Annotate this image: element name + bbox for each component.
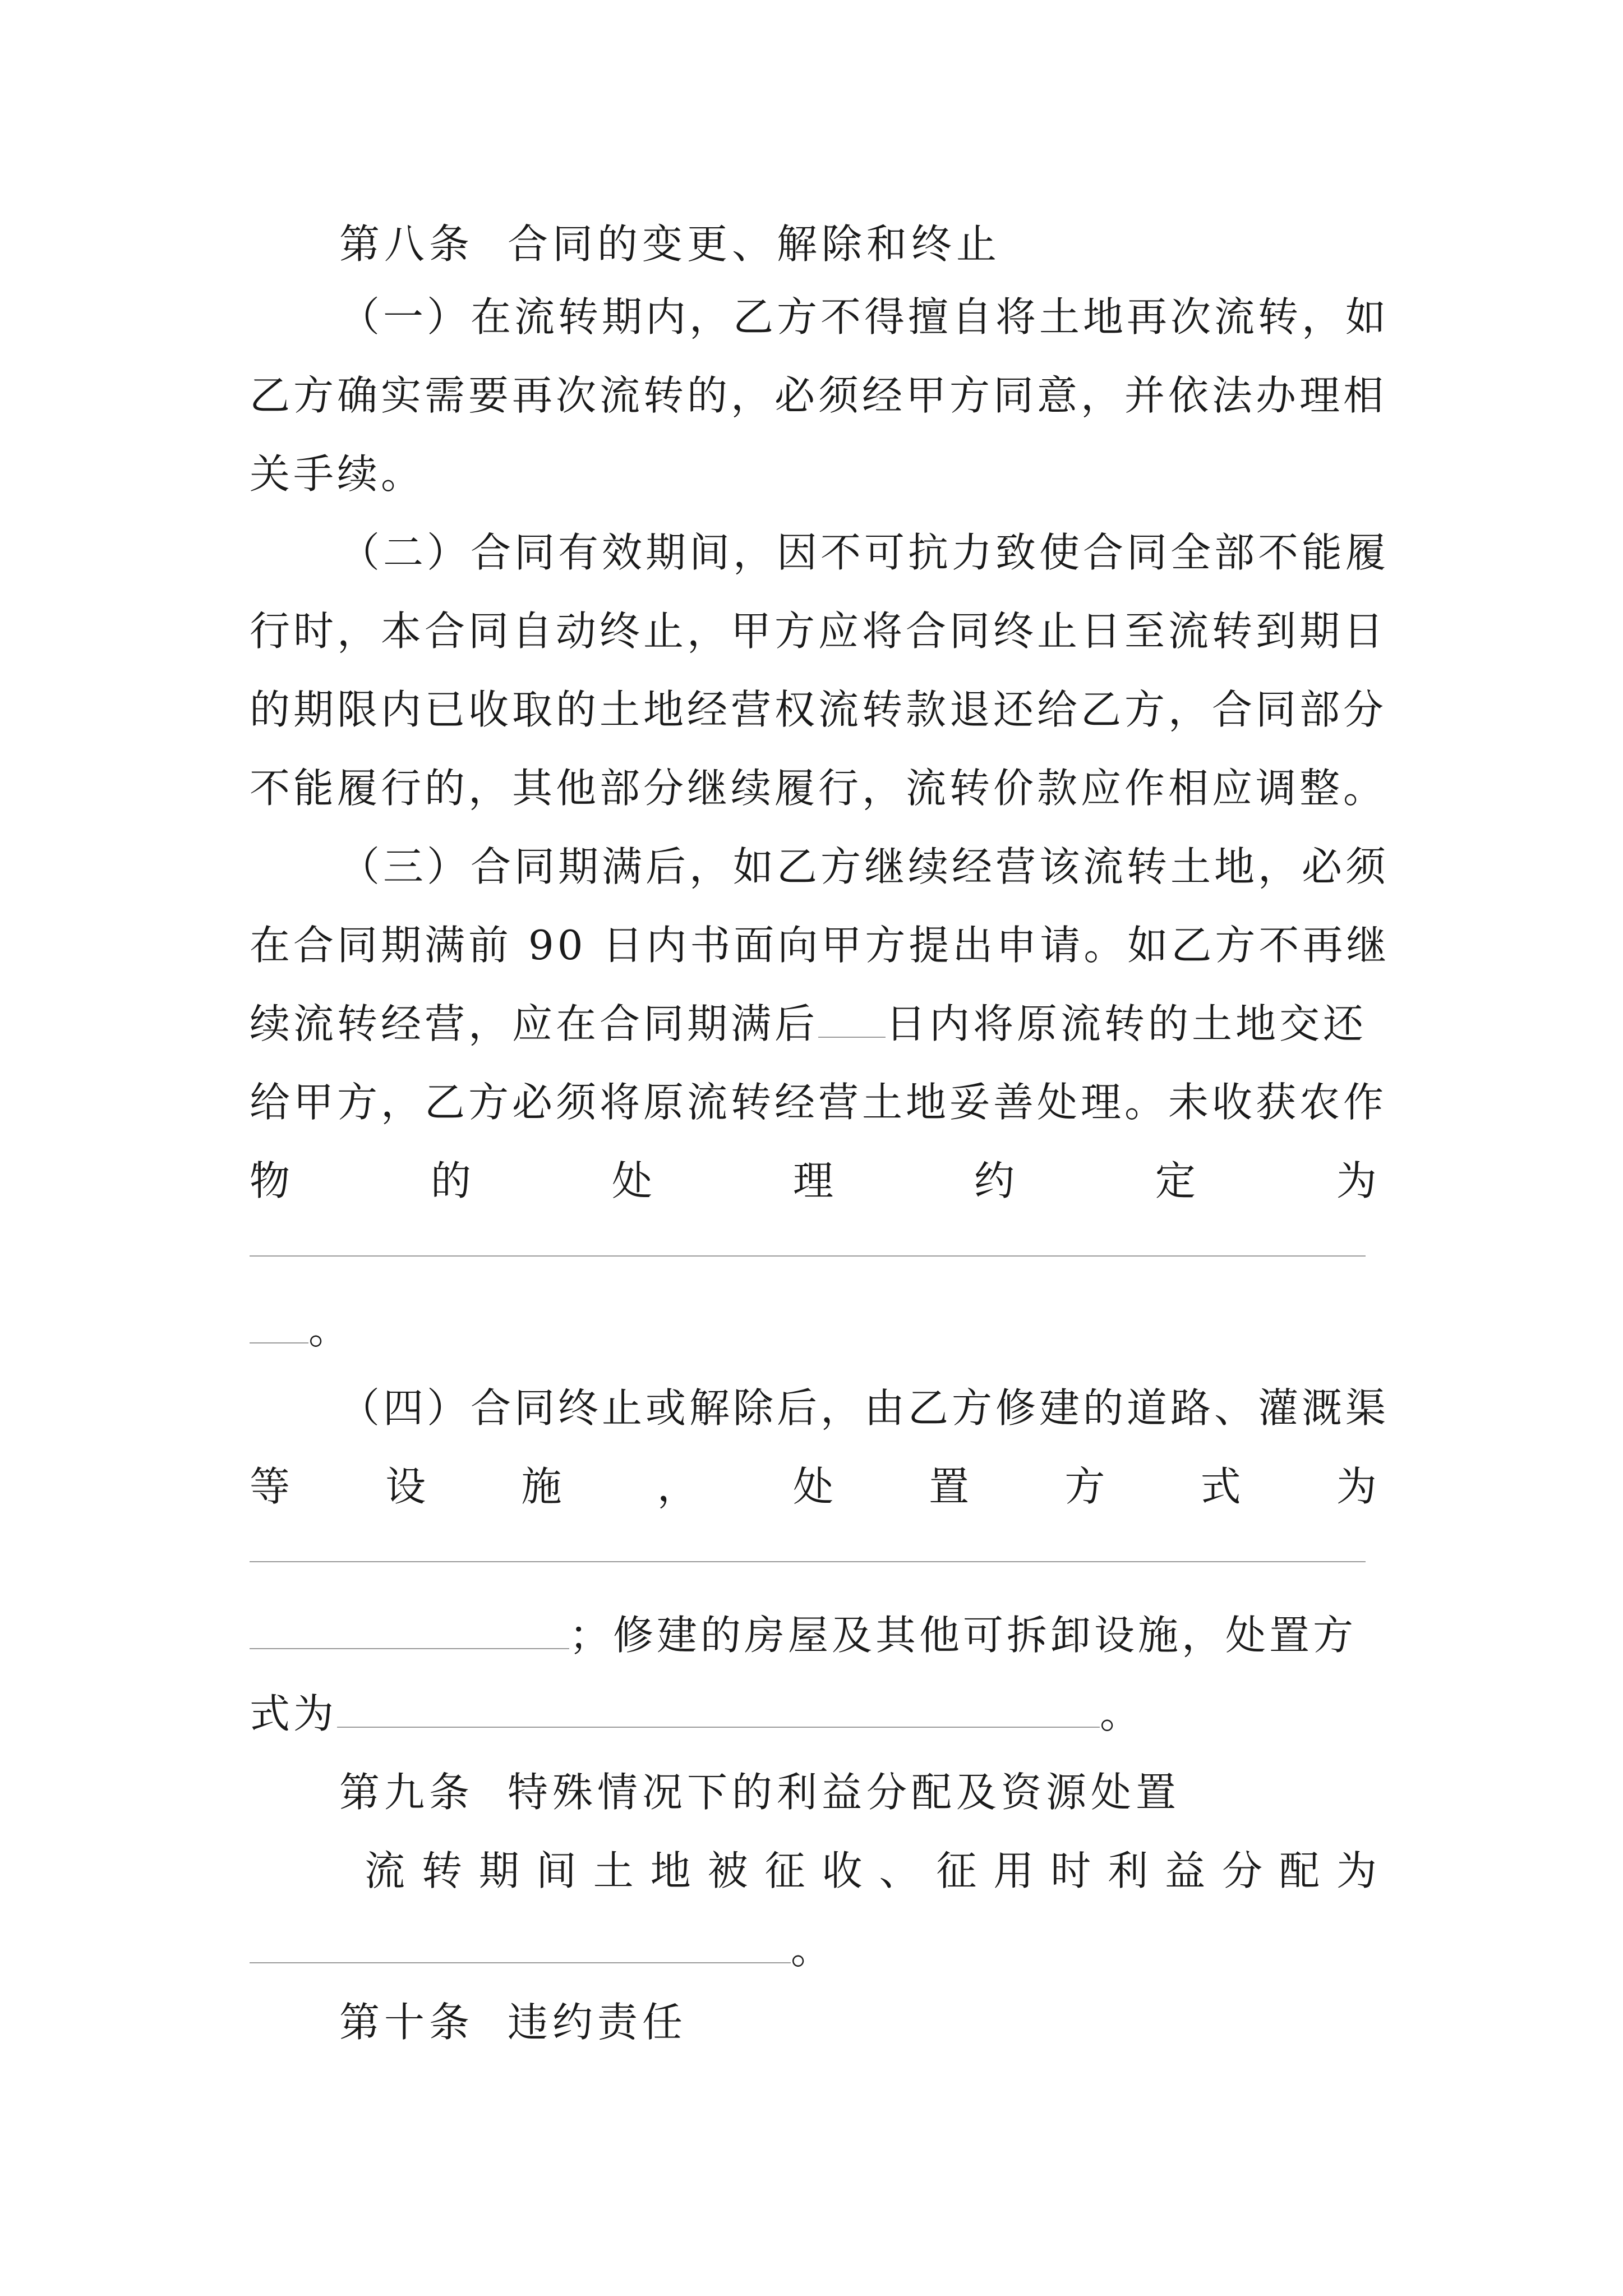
- justified-char: 时: [1050, 1847, 1091, 1894]
- justified-char: ，: [657, 1463, 698, 1510]
- justified-char: 置: [929, 1463, 970, 1510]
- paragraph-4-line-4-start: 式为: [250, 1690, 338, 1737]
- days-blank[interactable]: [818, 1003, 886, 1038]
- justified-char: 物: [250, 1157, 291, 1204]
- crop-handling-blank-end[interactable]: [250, 1309, 308, 1343]
- paragraph-3-line-1: （三）合同期满后，如乙方继续经营该流转土地，必须: [339, 843, 1390, 890]
- justified-char: 转: [421, 1847, 462, 1894]
- justified-char: 处: [611, 1157, 652, 1204]
- paragraph-4-line-3: [250, 1607, 1377, 1663]
- justified-char: 土: [593, 1847, 634, 1894]
- paragraph-4-line-1: （四）合同终止或解除后，由乙方修建的道路、灌溉渠: [339, 1384, 1390, 1432]
- article-10-number: 第十条: [339, 1999, 474, 2046]
- justified-char: 益: [1165, 1847, 1206, 1894]
- justified-char: 分: [1222, 1847, 1263, 1894]
- justified-char: 收: [822, 1847, 863, 1894]
- article-9-number: 第九条: [339, 1769, 474, 1816]
- justified-char: 征: [764, 1847, 805, 1894]
- paragraph-2-line-3: 的期限内已收取的土地经营权流转款退还给乙方，合同部分: [250, 686, 1387, 733]
- justified-char: 方: [1064, 1463, 1105, 1510]
- facilities-handling-blank-line[interactable]: [250, 1561, 1366, 1562]
- justified-char: 处: [792, 1463, 833, 1510]
- justified-char: 为: [1336, 1463, 1377, 1510]
- house-handling-blank[interactable]: [337, 1693, 1100, 1728]
- justified-char: 流: [365, 1847, 405, 1894]
- paragraph-4-line-4: [250, 1686, 1377, 1742]
- paragraph-1-line-2: 乙方确实需要再次流转的，必须经甲方同意，并依法办理相: [250, 372, 1387, 419]
- article-8-title: 合同的变更、解除和终止: [508, 220, 1002, 268]
- justified-char: 等: [250, 1463, 291, 1510]
- justified-char: 配: [1279, 1847, 1320, 1894]
- justified-char: 施: [521, 1463, 562, 1510]
- justified-char: 式: [1200, 1463, 1241, 1510]
- period: 。: [1100, 1690, 1144, 1737]
- justified-char: 被: [707, 1847, 748, 1894]
- paragraph-3-line-3-end: 日内将原流转的土地交还: [886, 1000, 1367, 1047]
- paragraph-3-line-5: [250, 1153, 1377, 1209]
- paragraph-4-line-3-text: ；修建的房屋及其他可拆卸设施，处置方: [569, 1612, 1357, 1659]
- article-9-heading: [339, 1764, 1467, 1820]
- paragraph-3-line-6: [250, 1301, 1377, 1358]
- article-9-title: 特殊情况下的利益分配及资源处置: [508, 1769, 1181, 1816]
- paragraph-3-line-4: 给甲方，乙方必须将原流转经营土地妥善处理。未收获农作: [250, 1079, 1387, 1126]
- paragraph-1-line-1: （一）在流转期内，乙方不得擅自将土地再次流转，如: [339, 293, 1390, 341]
- profit-distribution-blank[interactable]: [250, 1929, 791, 1963]
- article-10-heading: [339, 1994, 1467, 2050]
- article-9-line-2: [250, 1921, 1377, 1977]
- paragraph-2-line-2: 行时，本合同自动终止，甲方应将合同终止日至流转到期日: [250, 608, 1387, 655]
- justified-char: 设: [385, 1463, 426, 1510]
- article-9-line-1: [365, 1843, 1377, 1899]
- paragraph-3-line-3: [250, 996, 1377, 1052]
- paragraph-3-line-3-start: 续流转经营，应在合同期满后: [250, 1000, 819, 1047]
- justified-char: 、: [879, 1847, 920, 1894]
- paragraph-2-line-1: （二）合同有效期间，因不可抗力致使合同全部不能履: [339, 529, 1390, 576]
- justified-char: 期: [478, 1847, 519, 1894]
- justified-char: 约: [974, 1157, 1015, 1204]
- article-8-heading: [339, 216, 1467, 272]
- justified-char: 理: [792, 1157, 833, 1204]
- period: 。: [308, 1306, 353, 1353]
- justified-char: 利: [1108, 1847, 1149, 1894]
- paragraph-2-line-4: 不能履行的，其他部分继续履行，流转价款应作相应调整。: [250, 765, 1387, 812]
- justified-char: 的: [430, 1157, 471, 1204]
- justified-char: 地: [650, 1847, 691, 1894]
- article-8-number: 第八条: [339, 220, 474, 268]
- justified-char: 定: [1155, 1157, 1196, 1204]
- article-10-title: 违约责任: [508, 1999, 688, 2046]
- justified-char: 间: [536, 1847, 577, 1894]
- justified-char: 征: [936, 1847, 977, 1894]
- paragraph-4-line-2: [250, 1458, 1377, 1515]
- justified-char: 用: [993, 1847, 1034, 1894]
- paragraph-1-line-3: 关手续。: [250, 450, 425, 498]
- crop-handling-blank-line[interactable]: [250, 1255, 1366, 1257]
- period: 。: [791, 1926, 835, 1973]
- justified-char: 为: [1336, 1847, 1377, 1894]
- paragraph-3-line-2: 在合同期满前 90 日内书面向甲方提出申请。如乙方不再继: [250, 922, 1390, 969]
- justified-char: 为: [1336, 1157, 1377, 1204]
- facilities-handling-blank-end[interactable]: [250, 1614, 569, 1649]
